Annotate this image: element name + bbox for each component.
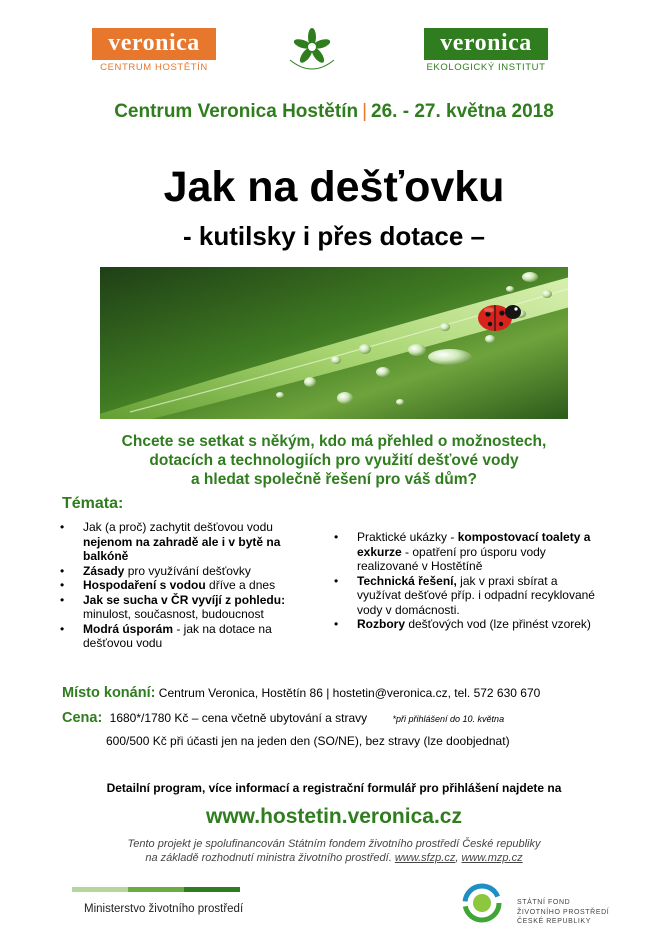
page-title: Jak na dešťovku xyxy=(163,163,505,211)
bullet-icon: • xyxy=(60,592,65,607)
funding-note xyxy=(0,837,668,865)
ministry-name: Ministerstvo životního prostředí xyxy=(84,903,244,915)
ladybug-leaf-image xyxy=(100,267,568,419)
csop-logo xyxy=(282,20,342,76)
csop-emblem-icon xyxy=(282,20,342,76)
topics-heading: Témata: xyxy=(62,495,124,512)
bar xyxy=(128,887,184,892)
bullet-icon: • xyxy=(334,617,339,631)
bullet-icon: • xyxy=(334,573,339,588)
bullet-icon: • xyxy=(60,520,65,534)
sfzp-logo xyxy=(462,883,502,923)
ladybug-photo xyxy=(100,267,568,419)
topic-item: • Rozbory dešťových vod (lze přinést vzorek) xyxy=(334,617,591,631)
topic-item: • Hospodaření s vodou dříve a dnes xyxy=(60,578,276,592)
mzp-link[interactable]: www.mzp.cz xyxy=(461,852,523,864)
intro-question xyxy=(80,432,588,489)
topic-item: • Jak (a proč) zachytit dešťovou vodu nejenom na zahradě ale i v bytě na balkóně xyxy=(60,520,281,563)
funding-line: Tento projekt je spolufinancován Státním fondem životního prostředí České republiky xyxy=(127,838,541,850)
topic-item: • Zásady pro využívání dešťovky xyxy=(60,563,251,578)
price-note: *při přihlášení do 10. května xyxy=(392,714,505,724)
event-place: Centrum Veronica Hostětín xyxy=(114,101,359,122)
event-header xyxy=(0,101,668,123)
price-label: Cena: xyxy=(62,710,103,726)
website-link[interactable]: www.hostetin.veronica.cz xyxy=(206,805,462,828)
topic-item: • Modrá úsporám - jak na dotace na dešťovou vodu xyxy=(60,621,272,650)
bar xyxy=(72,887,128,892)
question-line: Chcete se setkat s někým, kdo má přehled o možnostech, xyxy=(121,433,547,450)
price-line xyxy=(62,710,622,726)
bullet-icon: • xyxy=(60,621,65,636)
venue-text: Centrum Veronica, Hostětín 86 | hostetin@veronica.cz, tel. 572 630 670 xyxy=(158,686,541,700)
bar xyxy=(184,887,240,892)
sfzp-name: STÁTNÍ FOND ŽIVOTNÍHO PROSTŘEDÍ ČESKÉ REPUBLIKY xyxy=(517,899,610,925)
logo-subtitle: EKOLOGICKÝ INSTITUT xyxy=(426,62,546,73)
topic-item: • Praktické ukázky - kompostovací toalety a exkurze - opatření pro úsporu vody realizované v Hostětíně xyxy=(334,530,591,573)
funding-line: na základě rozhodnutí ministra životního prostředí. www.sfzp.cz, www.mzp.cz xyxy=(145,852,523,864)
bullet-icon: • xyxy=(334,530,339,544)
price-main: 1680*/1780 Kč – cena včetně ubytování a stravy xyxy=(109,711,368,725)
topic-item: • Jak se sucha v ČR vyvíjí z pohledu: minulost, současnost, budoucnost xyxy=(60,592,286,621)
topic-item: • Technická řešení, jak v praxi sbírat a využívat dešťové příp. i odpadní recyklované vody v domácnosti. xyxy=(334,573,595,617)
logo-word: veronica xyxy=(108,30,200,56)
header-separator: | xyxy=(362,101,368,122)
question-line: dotacích a technologiích pro využití dešťové vody xyxy=(149,452,519,469)
sfzp-link[interactable]: www.sfzp.cz xyxy=(394,852,456,864)
question-line: a hledat společně řešení pro váš dům? xyxy=(191,471,477,488)
page-subtitle: - kutilsky i přes dotace – xyxy=(182,221,485,251)
ministry-logo-bars xyxy=(72,887,240,892)
veronica-hostetin-logo xyxy=(92,28,216,73)
logo-word: veronica xyxy=(440,30,532,56)
detail-info: Detailní program, více informací a registrační formulář pro přihlášení najdete na xyxy=(106,781,562,795)
bullet-icon: • xyxy=(60,578,65,592)
venue-line xyxy=(62,685,622,701)
bullet-icon: • xyxy=(60,563,65,578)
price-line-2: 600/500 Kč při účasti jen na jeden den (SO/NE), bez stravy (lze doobjednat) xyxy=(106,734,510,748)
venue-label: Místo konání: xyxy=(62,685,156,701)
veronica-institut-logo xyxy=(424,28,548,73)
logo-subtitle: CENTRUM HOSTĚTÍN xyxy=(100,62,208,73)
event-date: 26. - 27. května 2018 xyxy=(371,101,554,122)
sfzp-emblem-icon xyxy=(462,883,502,923)
topics-right-column xyxy=(332,530,602,632)
topics-left-column xyxy=(58,520,323,651)
